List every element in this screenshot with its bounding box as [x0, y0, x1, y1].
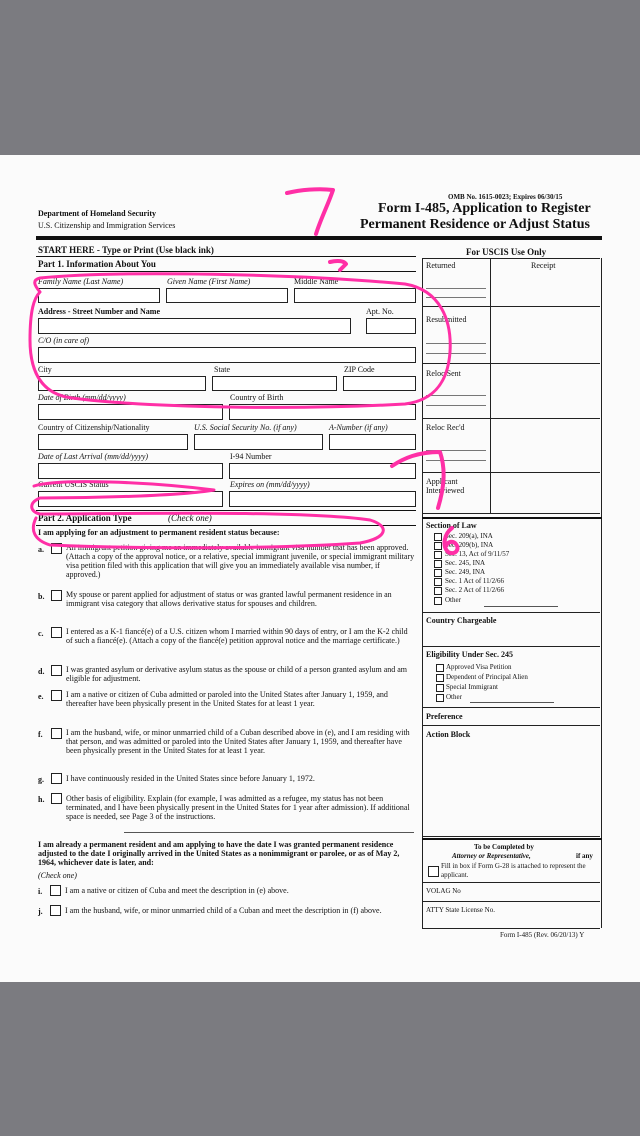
if-any-label: if any — [576, 852, 593, 860]
eligibility-label: Eligibility Under Sec. 245 — [426, 650, 513, 659]
country-birth-label: Country of Birth — [230, 393, 284, 402]
law-item: Sec. 13, Act of 9/11/57 — [445, 550, 510, 558]
g28-text: Fill in box if Form G-28 is attached to represent the applicant. — [441, 862, 586, 879]
dob-label: Date of Birth (mm/dd/yyyy) — [38, 393, 126, 402]
expires-label: Expires on (mm/dd/yyyy) — [230, 480, 310, 489]
pink-seven-mark — [287, 189, 333, 234]
interviewed-label: Interviewed — [426, 486, 465, 495]
volag-label: VOLAG No — [426, 887, 461, 895]
eligibility-item: Special Immigrant — [446, 683, 498, 691]
option-f-text: I am the husband, wife, or minor unmarried child of a Cuban described above in (e), and I am residing with that person, and was admitted or paroled into the United States after January 1, 1959, and thereafter have been physically present in the United States for at least 1 year. — [66, 728, 410, 755]
item-letter: f. — [38, 730, 43, 739]
receipt-label: Receipt — [531, 261, 556, 270]
option-g-text: I have continuously resided in the United States since before January 1, 1972. — [66, 774, 315, 783]
item-letter: i. — [38, 887, 43, 896]
item-letter: a. — [38, 545, 44, 554]
preference-label: Preference — [426, 712, 463, 721]
reloc-sent-label: Reloc Sent — [426, 369, 461, 378]
omb-number: OMB No. 1615-0023; Expires 06/30/15 — [448, 193, 563, 201]
option-c-text: I entered as a K-1 fiancé(e) of a U.S. citizen whom I married within 90 days of entry, or I am the K-2 child of such a fiancé(e). (Attach a copy of the fiancé(e) petition approval notice and the marriage certificate.) — [66, 627, 408, 645]
item-letter: j. — [38, 907, 43, 916]
given-name-label: Given Name (First Name) — [167, 277, 251, 286]
form-footer: Form I-485 (Rev. 06/20/13) Y — [500, 931, 585, 939]
attorney-label: Attorney or Representative, — [452, 852, 531, 860]
state-label: State — [214, 365, 230, 374]
anumber-label: A-Number (if any) — [329, 423, 388, 432]
applying-because: I am applying for an adjustment to permanent resident status because: — [38, 528, 280, 537]
citizenship-label: Country of Citizenship/Nationality — [38, 423, 150, 432]
resubmitted-label: Resubmitted — [426, 315, 467, 324]
option-j-text: I am the husband, wife, or minor unmarried child of a Cuban and meet the description in (f) above. — [65, 906, 382, 915]
section-law-label: Section of Law — [426, 521, 477, 530]
applicant-label: Applicant — [426, 477, 458, 486]
i94-label: I-94 Number — [230, 452, 272, 461]
form-title-line2: Permanent Residence or Adjust Status — [360, 217, 590, 232]
current-status-label: Current USCIS Status — [38, 480, 109, 489]
last-arrival-label: Date of Last Arrival (mm/dd/yyyy) — [38, 452, 149, 461]
pink-seven-mark — [392, 452, 444, 508]
agency-name: U.S. Citizenship and Immigration Services — [38, 221, 176, 230]
uscis-use-only: For USCIS Use Only — [466, 247, 547, 257]
apt-no-label: Apt. No. — [366, 307, 394, 316]
start-here-text: START HERE - Type or Print (Use black ink) — [38, 245, 214, 255]
item-letter: h. — [38, 795, 45, 804]
item-letter: c. — [38, 629, 44, 638]
already-resident-text: I am already a permanent resident and am applying to have the date I was granted permanent residence adjusted to the date I originally arrived in the United States as a nonimmigrant or parolee, or as of May 2, 1964, whichever date is later, and: — [38, 840, 400, 867]
law-item: Sec. 209(b), INA — [445, 541, 494, 549]
middle-name-label: Middle Name — [294, 277, 339, 286]
action-block-label: Action Block — [426, 730, 471, 739]
part2-check-one: (Check one) — [168, 513, 212, 523]
law-item: Sec. 245, INA — [445, 559, 486, 567]
option-h-text: Other basis of eligibility. Explain (for example, I was admitted as a refugee, my status has not been terminated, and I have been physically present in the United States for 1 year after admission). If additional space is needed, see Page 3 of the instructions. — [66, 794, 410, 821]
address-label: Address - Street Number and Name — [38, 307, 160, 316]
zip-label: ZIP Code — [344, 365, 375, 374]
eligibility-item: Dependent of Principal Alien — [446, 673, 528, 681]
law-item: Sec. 2 Act of 11/2/66 — [445, 586, 505, 594]
law-item: Sec. 249, INA — [445, 568, 486, 576]
law-item: Other — [445, 596, 461, 604]
city-label: City — [38, 365, 52, 374]
pink-tick-mark — [330, 261, 346, 270]
option-b-text: My spouse or parent applied for adjustment of status or was granted lawful permanent residence in an immigrant visa category that allows derivative status for spouses and children. — [66, 590, 392, 608]
country-chargeable-label: Country Chargeable — [426, 616, 497, 625]
item-letter: e. — [38, 692, 44, 701]
pink-loop-part2 — [32, 482, 384, 548]
part1-title: Part 1. Information About You — [38, 259, 156, 269]
family-name-label: Family Name (Last Name) — [38, 277, 124, 286]
pink-loop-part1 — [30, 274, 450, 408]
law-item: Sec. 209(a), INA — [445, 532, 493, 540]
care-of-label: C/O (in care of) — [38, 336, 90, 345]
pink-six-mark — [445, 528, 458, 553]
law-item: Sec. 1 Act of 11/2/66 — [445, 577, 505, 585]
reloc-recd-label: Reloc Rec'd — [426, 423, 465, 432]
eligibility-item: Other — [446, 693, 462, 701]
option-e-text: I am a native or citizen of Cuba admitted or paroled into the United States after January 1, 1959, and thereafter have been physically present in the United States for at least 1 year. — [66, 690, 388, 708]
completed-by: To be Completed by — [474, 843, 534, 851]
ssn-label: U.S. Social Security No. (if any) — [194, 423, 297, 432]
returned-label: Returned — [426, 261, 456, 270]
option-i-text: I am a native or citizen of Cuba and meet the description in (e) above. — [65, 886, 289, 895]
department-name: Department of Homeland Security — [38, 209, 156, 218]
item-letter: d. — [38, 667, 45, 676]
atty-license-label: ATTY State License No. — [426, 906, 495, 914]
item-letter: b. — [38, 592, 45, 601]
part2-title: Part 2. Application Type — [38, 513, 132, 523]
option-d-text: I was granted asylum or derivative asylum status as the spouse or child of a person granted asylum and am eligible for adjustment. — [66, 665, 408, 683]
form-title-line1: Form I-485, Application to Register — [378, 201, 591, 216]
item-letter: g. — [38, 775, 44, 784]
eligibility-item: Approved Visa Petition — [446, 663, 512, 671]
option-a-text: An immigrant petition giving me an immediately available immigrant visa number that has been approved. (Attach a copy of the approval notice, or a relative, special immigrant juvenile, or special immigrant military visa petition filed with this application that will give you an immediately available visa number, if approved.) — [66, 543, 415, 579]
already-check-one: (Check one) — [38, 871, 77, 880]
